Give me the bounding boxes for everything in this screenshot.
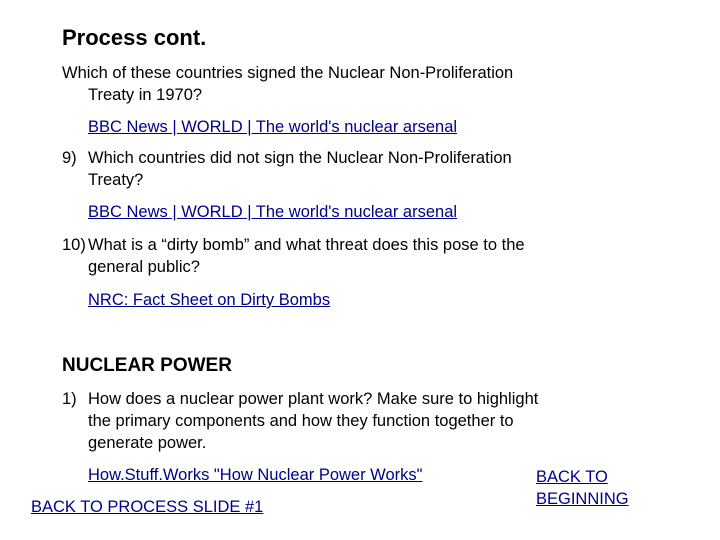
question-line-1: Which of these countries signed the Nuclear Non-Proliferation <box>62 64 514 82</box>
back-to-beginning-line-1: BACK TO <box>536 468 608 486</box>
nrc-dirty-bombs-link[interactable]: NRC: Fact Sheet on Dirty Bombs <box>88 291 331 309</box>
question-number: 10) <box>62 236 86 254</box>
back-to-beginning-line-2: BEGINNING <box>536 490 629 508</box>
question-line-2: Treaty in 1970? <box>88 86 203 104</box>
question-9 <box>62 147 622 191</box>
question-line-2: general public? <box>88 258 200 276</box>
question-line-3: generate power. <box>88 434 207 452</box>
section-heading-nuclear-power: NUCLEAR POWER <box>62 355 232 376</box>
question-nnpt-signers <box>62 62 622 106</box>
question-line-1: Which countries did not sign the Nuclear Non-Proliferation <box>88 149 512 167</box>
bbc-nuclear-arsenal-link-2[interactable]: BBC News | WORLD | The world's nuclear arsenal <box>88 203 458 221</box>
question-10 <box>62 234 622 278</box>
back-to-beginning-link[interactable] <box>536 466 656 510</box>
question-line-1: What is a “dirty bomb” and what threat does this pose to the <box>88 236 525 254</box>
question-line-1: How does a nuclear power plant work? Make sure to highlight <box>88 390 539 408</box>
question-number: 1) <box>62 390 77 408</box>
nuclear-power-question-1 <box>62 388 622 454</box>
question-line-2: the primary components and how they function together to <box>88 412 514 430</box>
bbc-nuclear-arsenal-link-1[interactable]: BBC News | WORLD | The world's nuclear arsenal <box>88 118 458 136</box>
page-title: Process cont. <box>62 25 207 50</box>
back-to-process-slide-link[interactable]: BACK TO PROCESS SLIDE #1 <box>31 498 264 516</box>
howstuffworks-nuclear-power-link[interactable]: How.Stuff.Works "How Nuclear Power Works" <box>88 466 423 484</box>
question-number: 9) <box>62 149 77 167</box>
question-line-2: Treaty? <box>88 171 144 189</box>
